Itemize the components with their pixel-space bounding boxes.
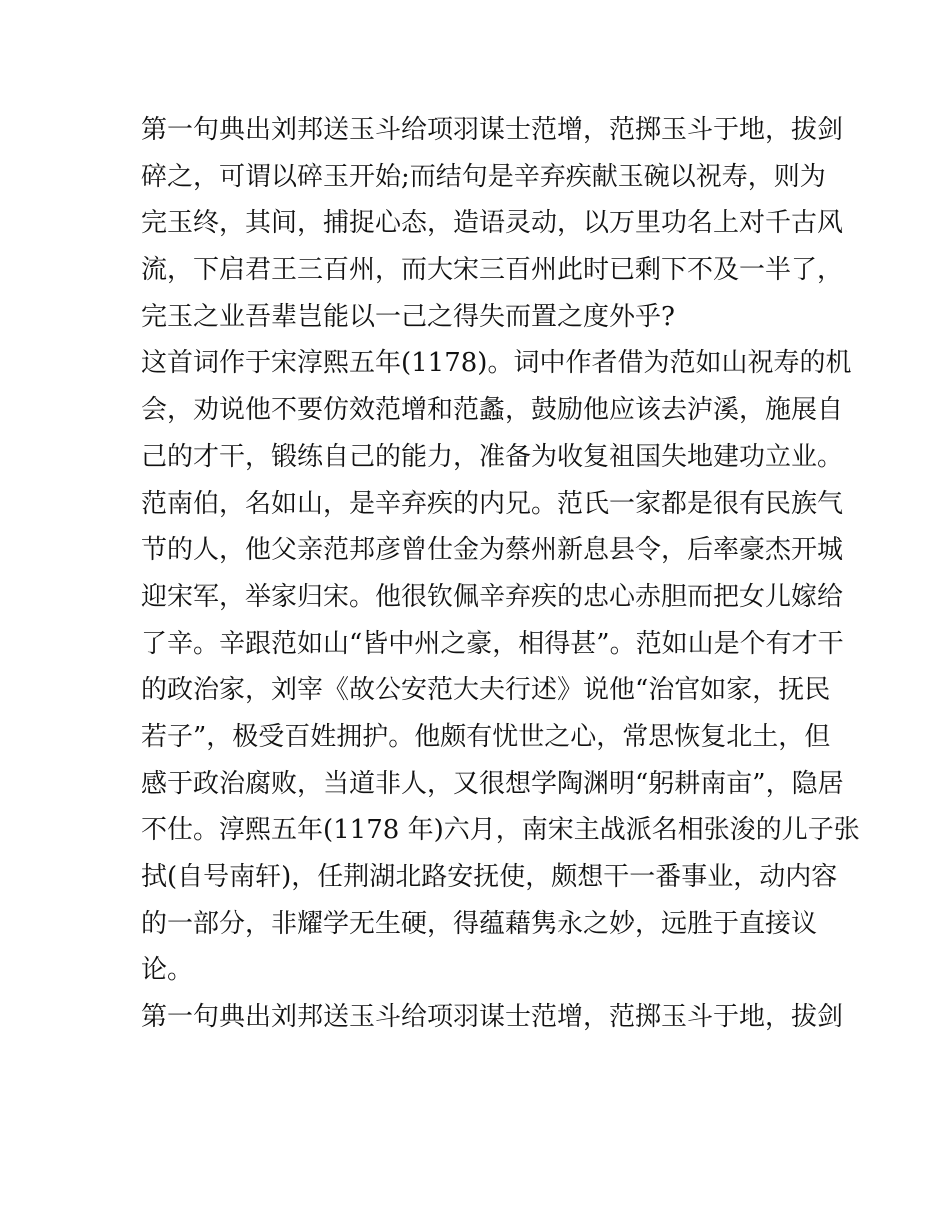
- text-line: 的一部分，非耀学无生硬，得蕴藉隽永之妙，远胜于直接议: [141, 908, 818, 939]
- body-text: [141, 107, 860, 1041]
- text-line: 若子”，极受百姓拥护。他颇有忧世之心，常思恢复北土，但: [141, 721, 831, 752]
- text-line: 第一句典出刘邦送玉斗给项羽谋士范增，范掷玉斗于地，拔剑: [141, 1002, 844, 1033]
- text-line: 论。: [141, 955, 194, 986]
- text-line: 会，劝说他不要仿效范增和范蠡，鼓励他应该去泸溪，施展自: [141, 395, 844, 426]
- text-line: 完玉终，其间，捕捉心态，造语灵动，以万里功名上对千古风: [141, 208, 844, 239]
- text-line: 这首词作于宋淳熙五年(1178)。词中作者借为范如山祝寿的机: [141, 348, 852, 379]
- text-line: 感于政治腐败，当道非人，又很想学陶渊明“躬耕南亩”，隐居: [141, 768, 844, 799]
- text-line: 己的才干，锻练自己的能力，准备为收复祖国失地建功立业。: [141, 441, 844, 472]
- text-line: 的政治家，刘宰《故公安范大夫行述》说他“治官如家，抚民: [141, 675, 831, 706]
- text-line: 第一句典出刘邦送玉斗给项羽谋士范增，范掷玉斗于地，拔剑: [141, 115, 844, 145]
- text-line: 拭(自号南轩)，任荆湖北路安抚使，颇想干一番事业，动内容: [141, 862, 838, 892]
- text-line: 完玉之业吾辈岂能以一己之得失而置之度外乎?: [141, 301, 675, 332]
- text-line: 流，下启君王三百州，而大宋三百州此时已剩下不及一半了，: [141, 255, 844, 286]
- text-line: 范南伯，名如山，是辛弃疾的内兄。范氏一家都是很有民族气: [141, 488, 844, 519]
- text-line: 碎之，可谓以碎玉开始;而结句是辛弃疾献玉碗以祝寿，则为: [141, 161, 826, 192]
- text-line: 了辛。辛跟范如山“皆中州之豪，相得甚”。范如山是个有才干: [141, 628, 844, 659]
- text-line: 迎宋军，举家归宋。他很钦佩辛弃疾的忠心赤胆而把女儿嫁给: [141, 581, 844, 612]
- text-line: 不仕。淳熙五年(1178 年)六月，南宋主战派名相张浚的儿子张: [141, 815, 860, 846]
- text-line: 节的人，他父亲范邦彦曾仕金为蔡州新息县令，后率豪杰开城: [141, 535, 844, 566]
